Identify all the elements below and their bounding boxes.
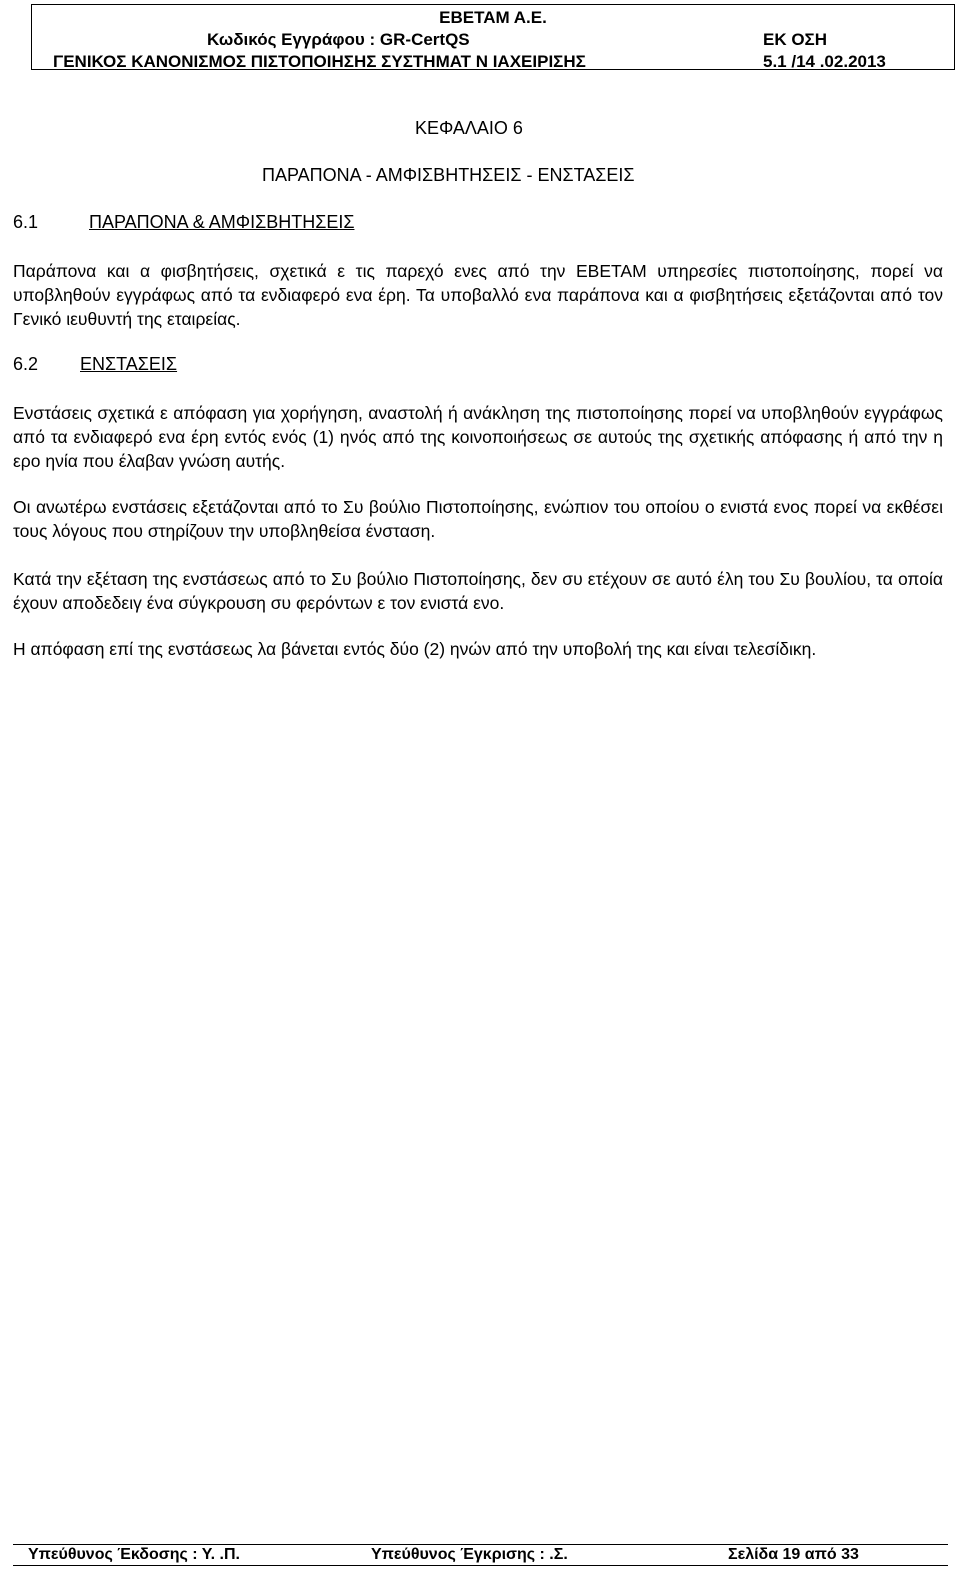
approval-responsible: Υπεύθυνος Έγκρισης : .Σ. <box>371 1546 568 1563</box>
paragraph: Παράπονα και α φισβητήσεις, σχετικά ε τις παρεχό ενες από την ΕΒΕΤΑΜ υπηρεσίες πιστοποίησης, πορεί να υποβληθούν εγγράφως από τα ενδιαφερό ενα έρη. Τα υποβαλλό ενα παράπονα και α φισβητήσεις εξετάζονται από τον Γενικό ιευθυντή της εταιρείας. <box>13 261 943 329</box>
organization-name: ΕΒΕΤΑΜ Α.Ε. <box>439 8 547 27</box>
regulation-title: ΓΕΝΙΚΟΣ ΚΑΝΟΝΙΣΜΟΣ ΠΙΣΤΟΠΟΙΗΣΗΣ ΣΥΣΤΗΜΑΤ Ν ΙΑΧΕΙΡΙΣΗΣ <box>53 52 586 71</box>
document-footer <box>13 1544 948 1566</box>
page-number: Σελίδα 19 από 33 <box>728 1546 859 1563</box>
edition-label: ΕΚ ΟΣΗ <box>763 30 828 49</box>
chapter-title: ΠΑΡΑΠΟΝΑ - ΑΜΦΙΣΒΗΤΗΣΕΙΣ - ΕΝΣΤΑΣΕΙΣ <box>262 165 635 185</box>
section-number: 6.1 <box>13 212 39 232</box>
document-header <box>31 4 955 70</box>
issue-responsible: Υπεύθυνος Έκδοσης : Υ. .Π. <box>28 1546 240 1563</box>
version-date: 5.1 /14 .02.2013 <box>763 52 886 71</box>
paragraph: Η απόφαση επί της ενστάσεως λα βάνεται εντός δύο (2) ηνών από την υποβολή της και είναι τελεσίδικη. <box>13 639 817 659</box>
paragraph: Οι ανωτέρω ενστάσεις εξετάζονται από το Συ βούλιο Πιστοποίησης, ενώπιον του οποίου ο ενιστά ενος πορεί να εκθέσει τους λόγους που στηρίζουν την υποβληθείσα ένσταση. <box>13 497 943 541</box>
chapter-number: ΚΕΦΑΛΑΙΟ 6 <box>415 118 523 138</box>
section-heading: ΕΝΣΤΑΣΕΙΣ <box>80 354 178 374</box>
document-code: Κωδικός Εγγράφου : GR-CertQS <box>207 30 470 49</box>
section-heading: ΠΑΡΑΠΟΝΑ & ΑΜΦΙΣΒΗΤΗΣΕΙΣ <box>89 212 355 232</box>
section-number: 6.2 <box>13 354 39 374</box>
paragraph: Κατά την εξέταση της ενστάσεως από το Συ βούλιο Πιστοποίησης, δεν συ ετέχουν σε αυτό έλη του Συ βουλίου, τα οποία έχουν αποδεδειγ ένα σύγκρουση συ φερόντων ε τον ενιστά ενο. <box>13 569 943 613</box>
paragraph: Ενστάσεις σχετικά ε απόφαση για χορήγηση, αναστολή ή ανάκληση της πιστοποίησης πορεί να υποβληθούν εγγράφως από τα ενδιαφερό ενα έρη εντός ενός (1) ηνός από της κοινοποιήσεως σε αυτούς της σχετικής απόφασης ή από την η ερο ηνία που έλαβαν γνώση αυτής. <box>13 403 943 471</box>
